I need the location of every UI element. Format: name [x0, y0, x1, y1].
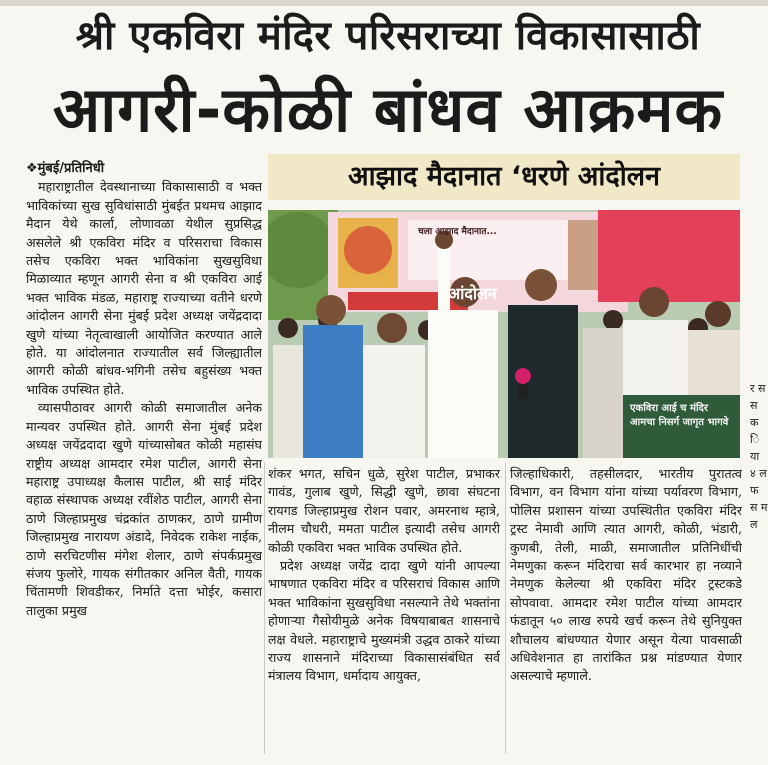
page-top-strip	[0, 0, 768, 6]
col1-paragraph-1: महाराष्ट्रातील देवस्थानाच्या विकासासाठी व भक्त भाविकांच्या सुख सुविधांसाठी मुंबईत प्रथमच आझाद मैदान येथे कार्ला, लोणावळा येथील सुप्रसिद्ध असलेले श्री एकविरा मंदिर व परिसराचा विकास तसेच एकविरा भक्त भाविकांना सुखसुविधा मिळाव्यात म्हणून आगरी सेना व श्री एकविरा आई भक्त भाविक मंडळ, महाराष्ट्र राज्याच्या वतीने धरणे आंदोलन आगरी सेना मुंबई प्रदेश अध्यक्ष जयेंद्रदादा खुणे यांच्या नेतृत्वाखाली आयोजित करण्यात आले होते. या आंदोलनात राज्यातील सर्व जिल्ह्यातील आगरी कोळी बांधव-भगिनी तसेच बहुसंख्य भक्त भाविक उपस्थित होते.	[26, 179, 262, 397]
article-column-2	[268, 465, 500, 755]
subheadline: आझाद मैदानात ‘धरणे आंदोलन	[268, 154, 740, 200]
banner-caption-mid: आंदोलन	[448, 284, 497, 303]
headline-main: आगरी-कोळी बांधव आक्रमक	[52, 73, 724, 146]
byline: ❖मुंबई/प्रतिनिधी	[26, 161, 105, 176]
col3-paragraph-1: जिल्हाधिकारी, तहसीलदार, भारतीय पुरातत्व विभाग, वन विभाग यांना यांच्या पर्यावरण विभाग, पोलिस प्रशासन यांच्या उपस्थितीत एकविरा मंदिर ट्रस्ट नेमावी आणि त्यात आगरी, कोळी, भंडारी, कुणबी, तेली, माळी, समाजातील प्रतिनिधींची नेमणुका करून मंदिराचा सर्व कारभार हा नव्याने नेमणुक केलेल्या श्री एकविरा मंदिर ट्रस्टकडे सोपवावा. आमदार रमेश पाटील यांच्या आमदार फंडातून ५० लाख रुपये खर्च करून तेथे सुनियुक्त शौचालय बांधण्यात येणार असून येत्या पावसाळी अधिवेशनात हा तारांकित प्रश्न मांडण्यात येणार असल्याचे म्हणाले.	[510, 466, 742, 684]
article-column-1	[26, 160, 262, 760]
banner-caption-top: चला आझाद मैदानात...	[418, 227, 497, 237]
board-text: एकविरा आई च मंदिर आमचा निसर्ग जागृत भागवे	[630, 403, 729, 428]
col2-paragraph-2: प्रदेश अध्यक्ष जयेंद्र दादा खुणे यांनी आपल्या भाषणात एकविरा मंदिर व परिसराचं विकास आणि भक्त भाविकांना सुखसुविधा नसल्याने तेथे भक्तांना होणाऱ्या गैसोयीमुळे अनेक विषयाबाबत शासनाचे लक्ष वेधले. महाराष्ट्राचे मुख्यमंत्री उद्धव ठाकरे यांच्या राज्य शासनाने मंदिराच्या विकासासंबंधित सर्व मंत्रालय विभाग, धर्मादाय आयुक्त,	[268, 558, 500, 684]
microphone-icon	[515, 368, 531, 384]
article-column-3	[510, 465, 742, 755]
col2-paragraph-1: शंकर भगत, सचिन धुळे, सुरेश पाटील, प्रभाकर गावंड, गुलाब खुणे, सिद्धी खुणे, छावा संघटना रायगड जिल्हाप्रमुख रोशन पवार, अमरनाथ म्हात्रे, नीलम चौधरी, ममता पाटील इत्यादी तसेच आगरी कोळी एकविरा भक्त भाविक उपस्थित होते.	[268, 466, 500, 555]
protest-photo	[268, 210, 740, 458]
headline-top: श्री एकविरा मंदिर परिसराच्या विकासासाठी	[75, 13, 701, 59]
column-divider-1	[264, 462, 265, 754]
adjacent-article-edge: र स स क ि या ४ ल फ स म ल	[750, 382, 768, 531]
column-divider-2	[505, 462, 506, 754]
col1-paragraph-2: व्यासपीठावर आगरी कोळी समाजातील अनेक मान्यवर उपस्थित होते. आगरी सेना मुंबई प्रदेश अध्यक्ष जयेंद्रदादा खुणे यांच्यासोबत कोळी महासंघ राष्ट्रीय अध्यक्ष आमदार रमेश पाटील, आगरी सेना महाराष्ट्र उपाध्यक्ष कैलास पाटील, श्री साई मंदिर वहाळ संस्थापक अध्यक्ष रवींशेठ पाटील, आगरी सेना ठाणे जिल्हाप्रमुख चंद्रकांत ठाणकर, ठाणे ग्रामीण जिल्हाप्रमुख नारायण अंडादे, निवेदक राकेश नाईक, ठाणे सरचिटणीस मंगेश शेलार, ठाणे संपर्कप्रमुख संजय फुलोरे, गायक संगीतकार अनिल वैती, गायक चिंतामणी शिवडीकर, निर्माते दत्ता भोईर, कसारा तालुका प्रमुख	[26, 400, 262, 618]
